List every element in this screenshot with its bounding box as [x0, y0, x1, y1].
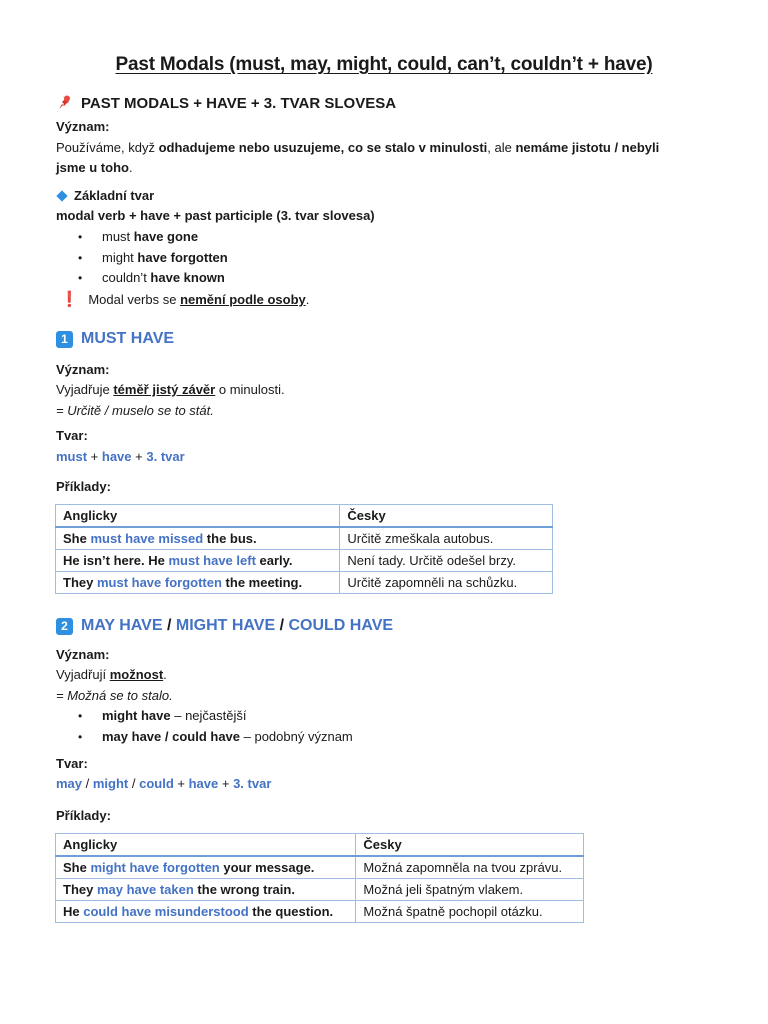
form-part: have [101, 449, 132, 464]
table-row [56, 856, 584, 879]
table-header-cell: Česky [356, 834, 584, 857]
form-sep: + [87, 449, 102, 464]
table-row [56, 550, 553, 572]
s1-examples-table [55, 504, 553, 594]
intro-emph: odhadujeme nebo usuzujeme, co se stalo v minulosti [158, 140, 488, 155]
bullet-emph: have gone [133, 229, 199, 244]
section-2-title [81, 617, 393, 635]
cell-emph: might have forgotten [90, 860, 220, 875]
meaning-emph: možnost [109, 667, 164, 682]
table-cell [56, 879, 356, 901]
form-part: must [56, 449, 88, 464]
cell-text: He isn’t here. He [63, 553, 169, 568]
cell-text: They [63, 882, 97, 897]
form-sep: + [173, 776, 189, 791]
note-emph: nemění podle osoby [180, 292, 306, 307]
form-part: 3. tvar [233, 776, 272, 791]
form-sep: / [82, 776, 93, 791]
form-label: Tvar: [56, 756, 88, 771]
bullet-text: – nejčastější [170, 708, 247, 723]
number-2-icon: 2 [56, 618, 73, 635]
table-cell [56, 856, 356, 879]
form-sep: + [131, 449, 147, 464]
table-row [56, 572, 553, 594]
cell-text: She [63, 531, 91, 546]
table-cell [56, 527, 340, 550]
table-header-cell: Anglicky [56, 505, 340, 528]
s2-meaning-text [56, 665, 167, 685]
basic-form-heading [58, 188, 154, 203]
table-cell: Není tady. Určitě odešel brzy. [340, 550, 553, 572]
bullet-text: – podobný význam [240, 728, 353, 744]
table-header-cell: Anglicky [56, 834, 356, 857]
s1-form [56, 447, 185, 467]
intro-text: , ale [487, 140, 516, 155]
intro-text: Používáme, když [56, 140, 159, 155]
table-cell: Možná zapomněla na tvou zprávu. [356, 856, 584, 879]
cell-text: early. [255, 553, 293, 568]
title-sep: / [275, 617, 289, 634]
meaning-text: . [163, 667, 167, 682]
form-sep: / [128, 776, 140, 791]
cell-text: She [63, 860, 91, 875]
pushpin-icon [56, 94, 74, 112]
exclamation-icon: ❗ [60, 291, 79, 308]
cell-text: They [63, 575, 97, 590]
section-1-title: MUST HAVE [81, 330, 175, 347]
formula: modal verb + have + past participle (3. tvar slovesa) [56, 208, 375, 223]
cell-text: the meeting. [221, 575, 303, 590]
bullet-emph: might have [102, 708, 171, 723]
s1-translation: = Určitě / muselo se to stát. [56, 403, 214, 418]
number-1-icon: 1 [56, 331, 73, 348]
intro-bullet-list [56, 227, 228, 289]
s2-form [56, 774, 271, 794]
table-header-row [56, 834, 584, 857]
cell-emph: must have left [168, 553, 256, 568]
header-text: PAST MODALS + HAVE + 3. TVAR SLOVESA [81, 94, 397, 112]
cell-emph: may have taken [96, 882, 194, 897]
bullet-emph: have forgotten [137, 249, 228, 265]
basic-form-label: Základní tvar [74, 188, 155, 203]
title-part: MIGHT HAVE [175, 617, 276, 634]
examples-label: Příklady: [56, 479, 111, 494]
list-item [56, 706, 353, 727]
bullet-emph: have known [150, 270, 225, 285]
form-sep: + [218, 776, 234, 791]
note-text: Modal verbs se [88, 292, 181, 307]
table-cell: Možná špatně pochopil otázku. [356, 901, 584, 923]
table-row [56, 527, 553, 550]
meaning-label: Význam: [56, 647, 110, 662]
table-header-cell: Česky [340, 505, 553, 528]
table-cell [56, 572, 340, 594]
form-part: might [92, 776, 129, 791]
cell-text: the question. [248, 904, 334, 919]
page-title: Past Modals (must, may, might, could, can’t, couldn’t + have) [115, 54, 653, 75]
section-header [56, 94, 396, 112]
cell-text: your message. [219, 860, 315, 875]
list-item [56, 727, 353, 748]
s1-meaning-text [56, 380, 285, 400]
table-cell [56, 901, 356, 923]
form-part: could [139, 776, 174, 791]
section-2-heading [56, 617, 393, 635]
cell-text: the bus. [203, 531, 257, 546]
title-part: COULD HAVE [288, 617, 394, 634]
s2-examples-table [55, 833, 584, 923]
intro-emph: jsme u toho [56, 160, 129, 175]
cell-emph: could have misunderstood [83, 904, 249, 919]
examples-label: Příklady: [56, 808, 111, 823]
cell-text: the wrong train. [193, 882, 295, 897]
table-cell: Možná jeli špatným vlakem. [356, 879, 584, 901]
table-header-row [56, 505, 553, 528]
bullet-text: must [102, 229, 134, 244]
table-row [56, 901, 584, 923]
form-part: 3. tvar [146, 449, 185, 464]
diamond-icon [56, 190, 67, 201]
meaning-emph: téměř jistý závěr [113, 382, 216, 397]
cell-emph: must have missed [90, 531, 204, 546]
cell-emph: must have forgotten [96, 575, 222, 590]
meaning-text: Vyjadřuje [56, 382, 114, 397]
intro-text: . [128, 160, 133, 175]
s2-translation: = Možná se to stalo. [56, 688, 173, 703]
intro-emph: nemáme jistotu / nebyli [515, 140, 660, 155]
form-part: have [188, 776, 219, 791]
bullet-text: might [102, 249, 138, 265]
meaning-label: Význam: [56, 362, 110, 377]
list-item [56, 268, 228, 289]
intro-paragraph [56, 138, 716, 178]
section-1-heading [56, 330, 174, 348]
meaning-text: Vyjadřují [56, 667, 110, 682]
title-part: MAY HAVE [81, 617, 163, 634]
list-item [56, 248, 228, 269]
bullet-emph: may have / could have [102, 728, 241, 744]
meaning-label: Význam: [56, 119, 110, 134]
s2-bullet-list [56, 706, 353, 747]
form-part: may [56, 776, 83, 791]
list-item [56, 227, 228, 248]
table-cell [56, 550, 340, 572]
table-cell: Určitě zapomněli na schůzku. [340, 572, 553, 594]
meaning-text: o minulosti. [215, 382, 285, 397]
table-cell: Určitě zmeškala autobus. [340, 527, 553, 550]
cell-text: He [63, 904, 84, 919]
note-text: . [305, 292, 310, 307]
bullet-text: couldn’t [102, 270, 151, 285]
form-label: Tvar: [56, 428, 88, 443]
table-row [56, 879, 584, 901]
title-sep: / [162, 617, 176, 634]
note-line [60, 290, 309, 310]
